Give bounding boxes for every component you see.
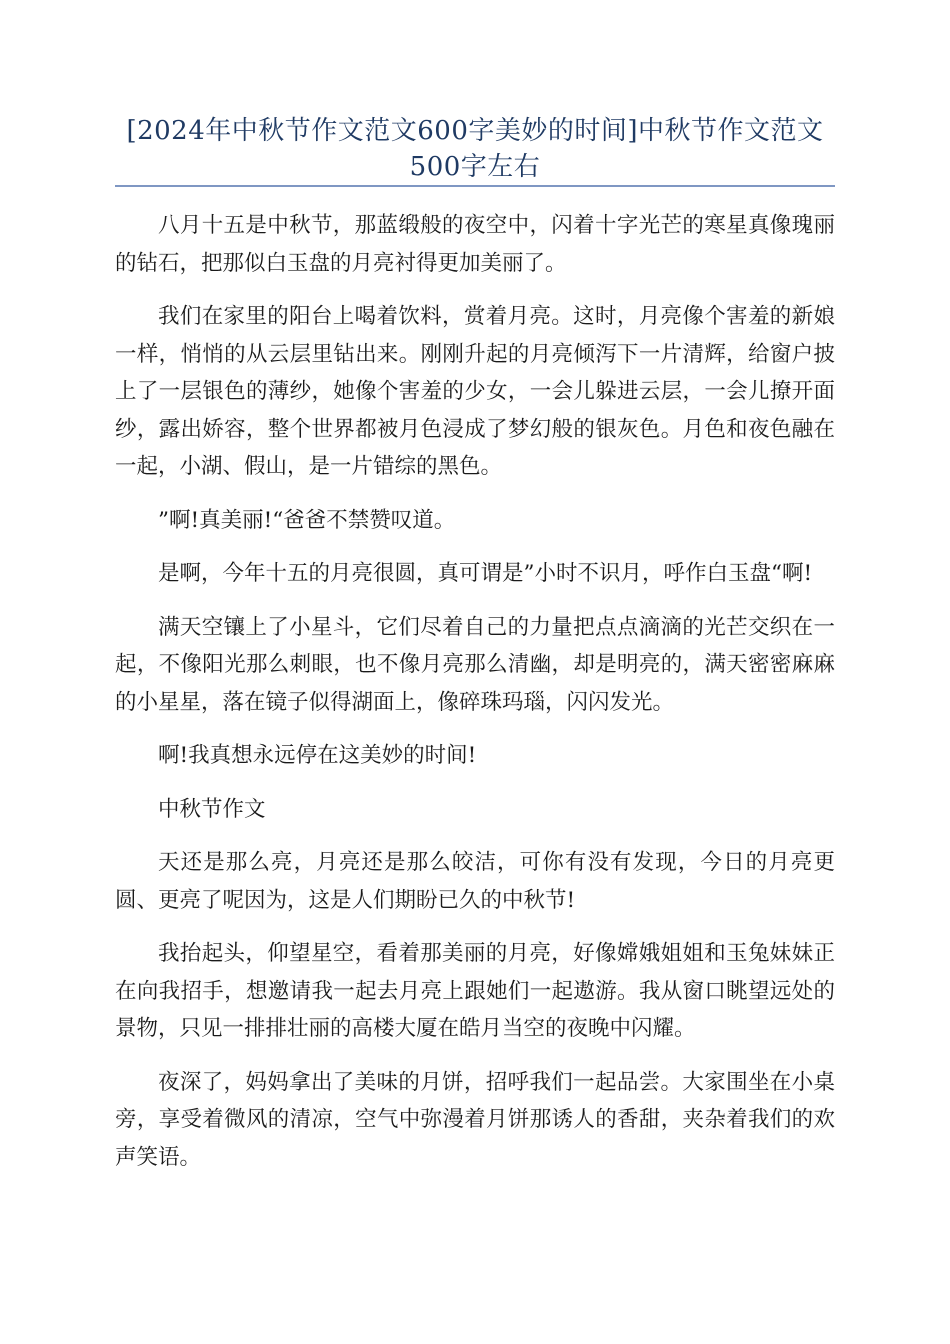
paragraph: 天还是那么亮，月亮还是那么皎洁，可你有没有发现，今日的月亮更圆、更亮了呢因为，这是人们期盼已久的中秋节! (115, 850, 835, 913)
paragraph: ”啊!真美丽!“爸爸不禁赞叹道。 (158, 507, 456, 533)
paragraph: 是啊，今年十五的月亮很圆，真可谓是”小时不识月，呼作白玉盘“啊! (158, 561, 813, 586)
paragraph: 夜深了，妈妈拿出了美味的月饼，招呼我们一起品尝。大家围坐在小桌旁，享受着微风的清凉，空气中弥漫着月饼那诱人的香甜，夹杂着我们的欢声笑语。 (115, 1069, 835, 1170)
paragraph: 我抬起头，仰望星空，看着那美丽的月亮，好像嫦娥姐姐和玉兔妹妹正在向我招手，想邀请我一起去月亮上跟她们一起遨游。我从窗口眺望远处的景物，只见一排排壮丽的高楼大厦在皓月当空的夜晚中闪耀。 (115, 941, 835, 1041)
section-heading: 中秋节作文 (158, 796, 266, 822)
document-title: [2024年中秋节作文范文600字美妙的时间]中秋节作文范文500字左右 (126, 116, 824, 182)
paragraph: 满天空镶上了小星斗，它们尽着自己的力量把点点滴滴的光芒交织在一起，不像阳光那么刺眼，也不像月亮那么清幽，却是明亮的，满天密密麻麻的小星星，落在镜子似得湖面上，像碎珠玛瑙，闪闪发光。 (115, 614, 835, 715)
paragraph: 啊!我真想永远停在这美妙的时间! (158, 743, 477, 768)
paragraph: 八月十五是中秋节，那蓝缎般的夜空中，闪着十字光芒的寒星真像瑰丽的钻石，把那似白玉盘的月亮衬得更加美丽了。 (115, 213, 835, 276)
title-underline (115, 185, 835, 187)
document-body (115, 207, 835, 1192)
paragraph: 我们在家里的阳台上喝着饮料，赏着月亮。这时，月亮像个害羞的新娘一样，悄悄的从云层里钻出来。刚刚升起的月亮倾泻下一片清辉，给窗户披上了一层银色的薄纱，她像个害羞的少女，一会儿躲进云层，一会儿撩开面纱，露出娇容，整个世界都被月色浸成了梦幻般的银灰色。月色和夜色融在一起，小湖、假山，是一片错综的黑色。 (115, 304, 835, 479)
